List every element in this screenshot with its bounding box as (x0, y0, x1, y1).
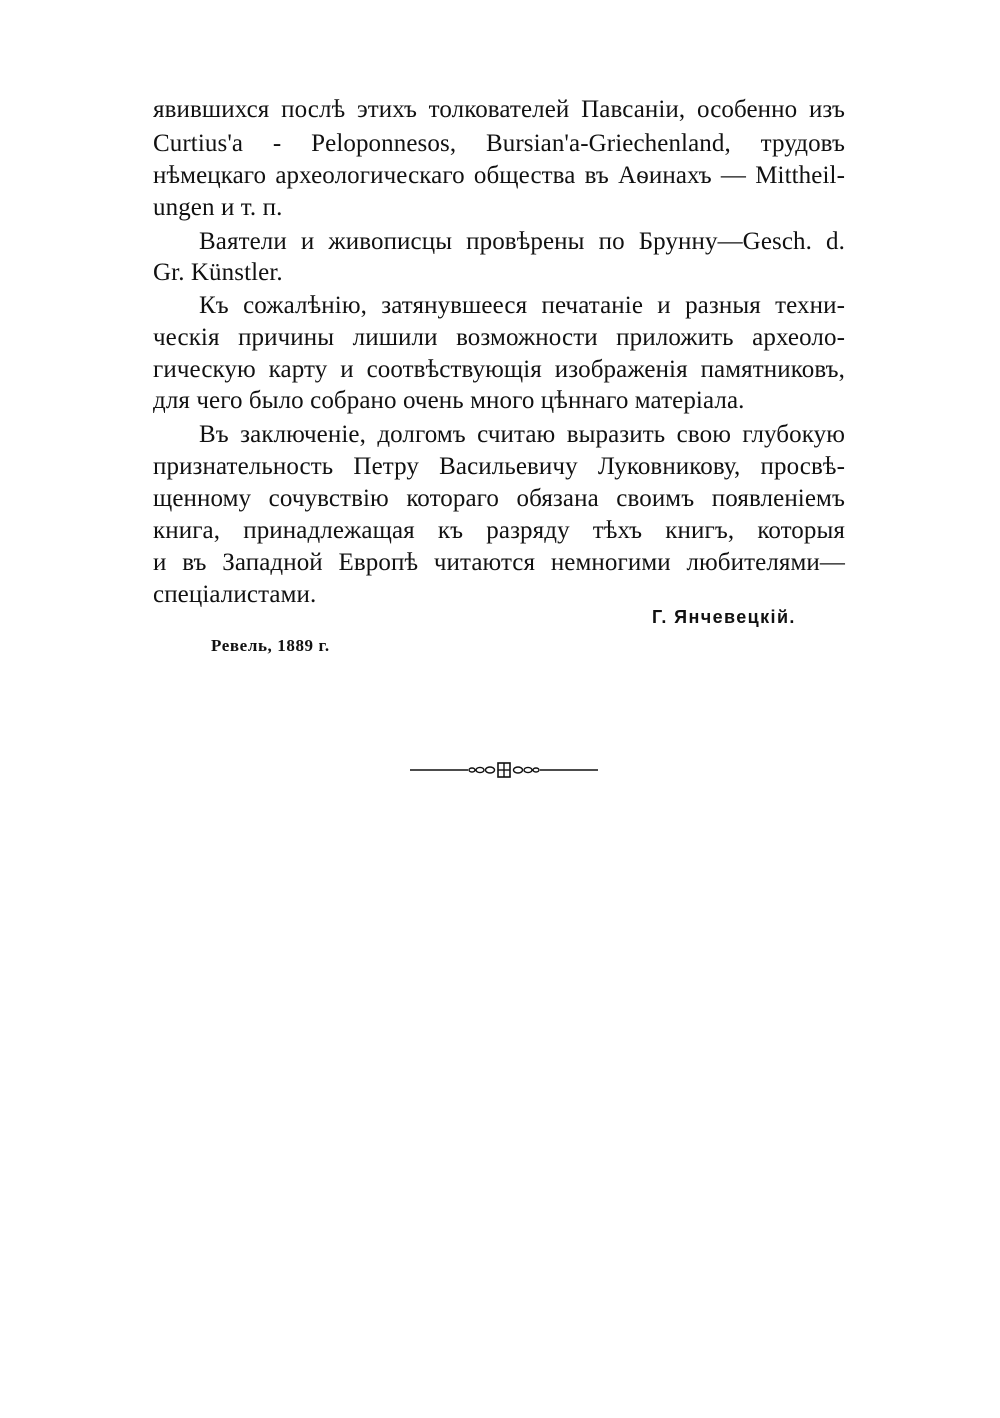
place-date: Ревель, 1889 г. (211, 636, 330, 655)
text-line: Curtius'a - Peloponnesos, Bursian'a-Griechenland, трудовъ (153, 130, 845, 157)
text-line: Gr. Künstler. (153, 259, 283, 286)
text-line: ungen и т. п. (153, 194, 283, 221)
author-signature: Г. Янчевецкій. (652, 607, 796, 627)
text-line: ческія причины лишили возможности приложить археоло- (153, 324, 845, 351)
text-line: щенному сочувствію котораго обязана своимъ появленіемъ (153, 485, 845, 512)
text-line: Къ сожалѣнію, затянувшееся печатаніе и разныя техни- (199, 292, 845, 319)
text-line: спеціалистами. (153, 581, 317, 608)
text-line: нѣмецкаго археологическаго общества въ Аѳинахъ — Mittheil- (153, 162, 845, 189)
text-line: для чего было собрано очень много цѣннаго матеріала. (153, 387, 745, 414)
text-line: Ваятели и живописцы провѣрены по Брунну—Gesch. d. (199, 228, 845, 255)
text-line: книга, принадлежащая къ разряду тѣхъ книгъ, которыя (153, 517, 845, 544)
text-line: признательность Петру Васильевичу Луковникову, просвѣ- (153, 453, 845, 480)
text-line: и въ Западной Европѣ читаются немногими любителями— (153, 549, 845, 576)
text-line: явившихся послѣ этихъ толкователей Павсанiи, особенно изъ (153, 96, 845, 123)
text-line: гическую карту и соотвѣствующія изображенія памятниковъ, (153, 356, 845, 383)
ornament-divider-icon (410, 762, 598, 778)
text-line: Въ заключеніе, долгомъ считаю выразить свою глубокую (199, 421, 845, 448)
